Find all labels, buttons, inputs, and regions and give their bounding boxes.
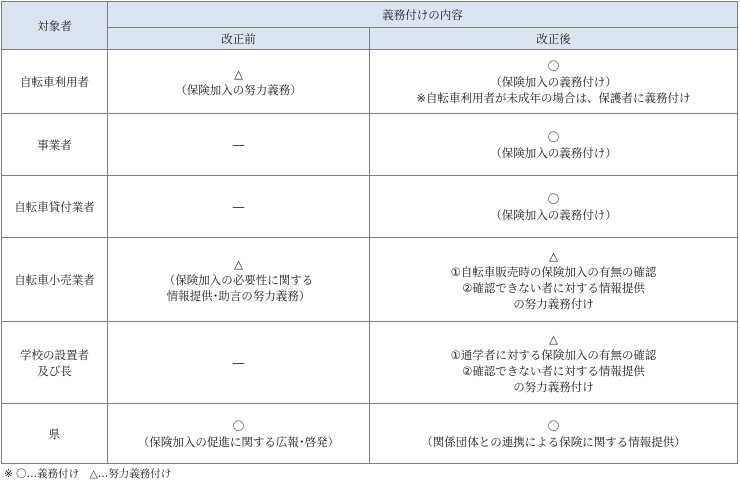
table-row (2, 404, 738, 464)
row-before: △ （保険加入の必要性に関する 情報提供･助言の努力義務） (108, 238, 370, 322)
table-row (2, 50, 738, 114)
row-after: 〇 （保険加入の義務付け） ※自転車利用者が未成年の場合は、保護者に義務付け (370, 50, 738, 114)
header-after: 改正後 (370, 28, 738, 50)
row-after: △ ①自転車販売時の保険加入の有無の確認 ②確認できない者に対する情報提供 の努力義務付け (370, 238, 738, 322)
table-row (2, 322, 738, 404)
table-row (2, 114, 738, 176)
row-target: 自転車貸付業者 (2, 176, 108, 238)
row-target: 自転車小売業者 (2, 238, 108, 322)
legend-footnote: ※ 〇…義務付け △…努力義務付け (4, 468, 172, 480)
header-obligation-content: 義務付けの内容 (108, 2, 738, 28)
row-target: 自転車利用者 (2, 50, 108, 114)
row-before: ― (108, 322, 370, 404)
obligation-table (1, 1, 738, 464)
row-before: ― (108, 114, 370, 176)
row-after: 〇 （保険加入の義務付け） (370, 114, 738, 176)
row-after: 〇 （関係団体との連携による保険に関する情報提供） (370, 404, 738, 464)
row-target: 事業者 (2, 114, 108, 176)
row-target: 県 (2, 404, 108, 464)
header-before: 改正前 (108, 28, 370, 50)
row-before: ― (108, 176, 370, 238)
row-before: △ （保険加入の努力義務） (108, 50, 370, 114)
row-after: △ ①通学者に対する保険加入の有無の確認 ②確認できない者に対する情報提供 の努力義務付け (370, 322, 738, 404)
row-target: 学校の設置者 及び長 (2, 322, 108, 404)
header-target: 対象者 (2, 2, 108, 50)
table-row (2, 238, 738, 322)
row-before: 〇 （保険加入の促進に関する広報･啓発） (108, 404, 370, 464)
table-row (2, 176, 738, 238)
row-after: 〇 （保険加入の義務付け） (370, 176, 738, 238)
